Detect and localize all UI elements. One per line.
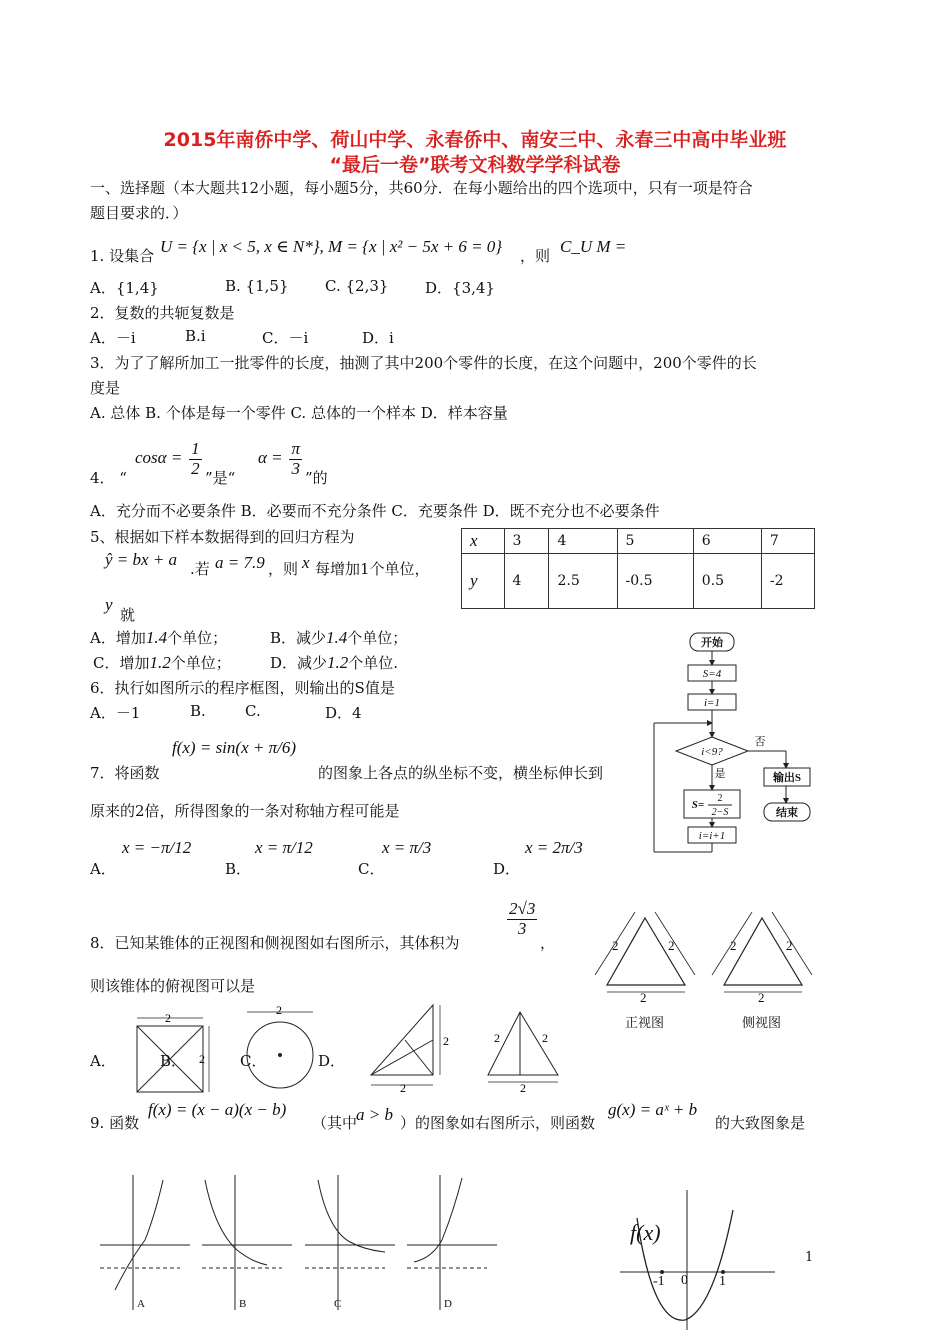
q8-option-d-figure-1 (365, 1000, 465, 1095)
side-dim-bottom: 2 (758, 990, 765, 1005)
q9-graph-a (100, 1175, 190, 1310)
q6-option-c: C. (245, 702, 261, 720)
q8-comma: ， (540, 934, 556, 952)
flow-s-init-label: S=4 (702, 668, 722, 680)
q8-option-c-figure (240, 1000, 320, 1095)
side-view-label: 侧视图 (742, 1015, 782, 1030)
q8-line2: 则该锥体的俯视图可以是 (90, 977, 256, 995)
q6-option-b: B. (190, 702, 206, 720)
q5-option-d: D．减少1.2个单位. (270, 653, 399, 672)
q5-data-table (461, 528, 815, 609)
q3-line2: 度是 (90, 379, 121, 397)
q5-increase: 每增加1个单位， (315, 560, 430, 578)
svg-text:2: 2 (165, 1011, 171, 1025)
q7-function: f(x) = sin(x + π/6) (172, 738, 296, 757)
q1-option-d: D．{3,4} (425, 279, 495, 297)
flow-incr-label: i=i+1 (698, 830, 726, 842)
front-view-label: 正视图 (625, 1015, 665, 1030)
q7-option-a-label: A． (90, 860, 116, 878)
q7-line2: 原来的2倍，所得图象的一条对称轴方程可能是 (90, 802, 400, 820)
q1-ask: C_U M = (560, 237, 627, 256)
q2-option-c: C．－i (262, 329, 309, 347)
q5-table-y-3: 0.5 (693, 554, 761, 609)
q5-option-a: A．增加1.4个单位； (90, 628, 228, 647)
q9-graph-d (407, 1175, 497, 1310)
flow-assign-s: S= (691, 799, 705, 811)
q7-num: 7．将函数 (90, 764, 160, 782)
q5-y-var: y (105, 595, 113, 614)
q9-mid2: ）的图象如右图所示，则函数 (400, 1114, 596, 1132)
q5-table-y-2: -0.5 (617, 554, 693, 609)
q7-rest: 的图象上各点的纵坐标不变，横坐标伸长到 (318, 764, 604, 782)
q5-table-y-4: -2 (761, 554, 814, 609)
q9-f-zero: 0 (681, 1273, 688, 1288)
q5-regression-eq: ŷ = bx + a (105, 550, 178, 569)
q7-option-a: x = −π/12 (122, 838, 192, 857)
q1-then: ，则 (520, 247, 551, 265)
q4-mid: ”是“ (205, 469, 236, 487)
q7-option-c: x = π/3 (382, 838, 432, 857)
q3-options: A. 总体 B. 个体是每一个零件 C. 总体的一个样本 D．样本容量 (90, 404, 508, 422)
q5-table-x-4: 7 (761, 529, 814, 554)
q9-graph-label-d: D (444, 1298, 452, 1310)
q6-text: 6．执行如图所示的程序框图，则输出的S值是 (90, 679, 395, 697)
flow-assign-num: 2 (717, 793, 723, 804)
q7-option-d: x = 2π/3 (525, 838, 583, 857)
q9-num: 9. 函数 (90, 1114, 140, 1132)
q8-option-c-label: C． (240, 1052, 267, 1070)
q2-text: 2．复数的共轭复数是 (90, 304, 235, 322)
flow-no-label: 否 (754, 736, 766, 748)
q9-graph-label-c: C (334, 1298, 342, 1310)
q5-table-x-1: 4 (549, 529, 617, 554)
q5-then: ，则 (268, 560, 299, 578)
q9-option-graphs (95, 1170, 515, 1320)
q9-graph-c (305, 1175, 395, 1310)
q8-option-d-figure-2 (480, 1000, 580, 1095)
flow-assign-den: 2−S (711, 807, 729, 818)
svg-text:2: 2 (494, 1031, 500, 1045)
q5-table-y-1: 2.5 (549, 554, 617, 609)
q5-a-value: a = 7.9 (215, 553, 265, 572)
flow-condition-label: i<9? (701, 746, 723, 758)
q2-option-a: A．－i (90, 329, 136, 347)
svg-text:2: 2 (542, 1031, 548, 1045)
q4-cos-expr (135, 440, 204, 478)
svg-text:2: 2 (400, 1081, 406, 1095)
q5-table-x-3: 6 (693, 529, 761, 554)
q1-option-b: B. {1,5} (225, 277, 289, 295)
q2-option-d: D．i (362, 329, 394, 347)
q5-option-b: B．减少1.4个单位； (270, 628, 408, 647)
q8-option-a-label: A． (90, 1052, 116, 1070)
q4-alpha-expr: α = $\frac{\pi}{3}$ (258, 439, 300, 478)
q4-frac-pi3: $\frac{\pi}{3}$ (291, 439, 300, 478)
q9-end: 的大致图象是 (715, 1114, 806, 1132)
q6-option-a: A．－1 (90, 704, 141, 722)
q4-num: 4． “ (90, 469, 127, 487)
q9-f-neg1: -1 (653, 1274, 665, 1289)
q9-f: f(x) = (x − a)(x − b) (148, 1100, 287, 1119)
q7-option-d-label: D． (493, 860, 521, 878)
q8-option-b-label: B． (160, 1052, 187, 1070)
q5-x-var: x (302, 553, 310, 572)
section-instructions: 一、选择题（本大题共12小题，每小题5分，共60分．在每小题给出的四个选项中，只有一项是符合 (90, 179, 753, 197)
paper-title-line2: “最后一卷”联考文科数学学科试卷 (329, 154, 621, 176)
q7-option-c-label: C． (358, 860, 385, 878)
side-dim-right: 2 (786, 938, 793, 953)
q5-line3: 就 (120, 606, 136, 624)
front-dim-left: 2 (612, 938, 619, 953)
program-flowchart (640, 625, 830, 860)
q6-option-d: D．4 (325, 704, 362, 722)
q4-frac-half: $\frac{1}{2}$ (191, 439, 200, 478)
flow-i-init-label: i=1 (704, 697, 720, 709)
q1-formula: U = {x | x < 5, x ∈ N*}, M = {x | x² − 5x + 6 = 0} (160, 237, 503, 256)
svg-text:2: 2 (199, 1052, 205, 1066)
q2-option-b: B.i (185, 327, 206, 345)
q5-table-x-2: 5 (617, 529, 693, 554)
page-number: 1 (805, 1250, 814, 1265)
q8-views (590, 910, 820, 1035)
flow-end-label: 结束 (776, 807, 798, 819)
svg-text:2: 2 (443, 1034, 449, 1048)
q1-option-c: C. {2,3} (325, 277, 389, 295)
svg-text:2: 2 (520, 1081, 526, 1095)
q1-prefix: 1. 设集合 (90, 247, 155, 265)
q9-graph-label-a: A (137, 1298, 145, 1310)
q9-g: g(x) = aˣ + b (608, 1100, 698, 1119)
q5-option-c: C．增加1.2个单位； (93, 653, 231, 672)
q8-line1: 8．已知某锥体的正视图和侧视图如右图所示，其体积为 (90, 934, 460, 952)
q9-f-graph (615, 1180, 785, 1335)
q9-f-label: f(x) (630, 1220, 661, 1245)
q9-graph-b (202, 1175, 292, 1310)
q9-f-one: 1 (719, 1274, 726, 1289)
front-dim-right: 2 (668, 938, 675, 953)
q1-option-a: A．{1,4} (90, 279, 159, 297)
q7-option-b: x = π/12 (255, 838, 313, 857)
paper-title-line1: 2015年南侨中学、荷山中学、永春侨中、南安三中、永春三中高中毕业班 (163, 129, 787, 151)
side-dim-left: 2 (730, 938, 737, 953)
q5-table-y-0: 4 (504, 554, 549, 609)
flow-yes-label: 是 (714, 768, 726, 780)
q5-if: .若 (190, 560, 210, 578)
q3-line1: 3．为了了解所加工一批零件的长度，抽测了其中200个零件的长度，在这个问题中，200个零件的长 (90, 354, 757, 372)
svg-text:2: 2 (276, 1003, 282, 1017)
flow-output-label: 输出S (772, 772, 802, 784)
section-instructions-2: 题目要求的．） (90, 204, 188, 222)
front-dim-bottom: 2 (640, 990, 647, 1005)
q5-line1: 5、根据如下样本数据得到的回归方程为 (90, 528, 355, 546)
q4-options: A．充分而不必要条件 B．必要而不充分条件 C．充要条件 D．既不充分也不必要条件 (90, 502, 660, 520)
q4-end: ”的 (305, 469, 328, 487)
q7-option-b-label: B． (225, 860, 252, 878)
q9-cond: a > b (356, 1105, 393, 1124)
q5-table-y-header: y (462, 554, 505, 609)
q5-table-x-header: x (462, 529, 505, 554)
flow-start-label: 开始 (701, 637, 723, 649)
q9-mid1: （其中 (312, 1114, 358, 1132)
q8-option-d-label: D． (318, 1052, 346, 1070)
q8-volume: $\frac{2√3}{3}$ (509, 899, 536, 938)
q5-table-x-0: 3 (504, 529, 549, 554)
q9-graph-label-b: B (239, 1298, 247, 1310)
q4-cos: cosα = (135, 448, 183, 468)
